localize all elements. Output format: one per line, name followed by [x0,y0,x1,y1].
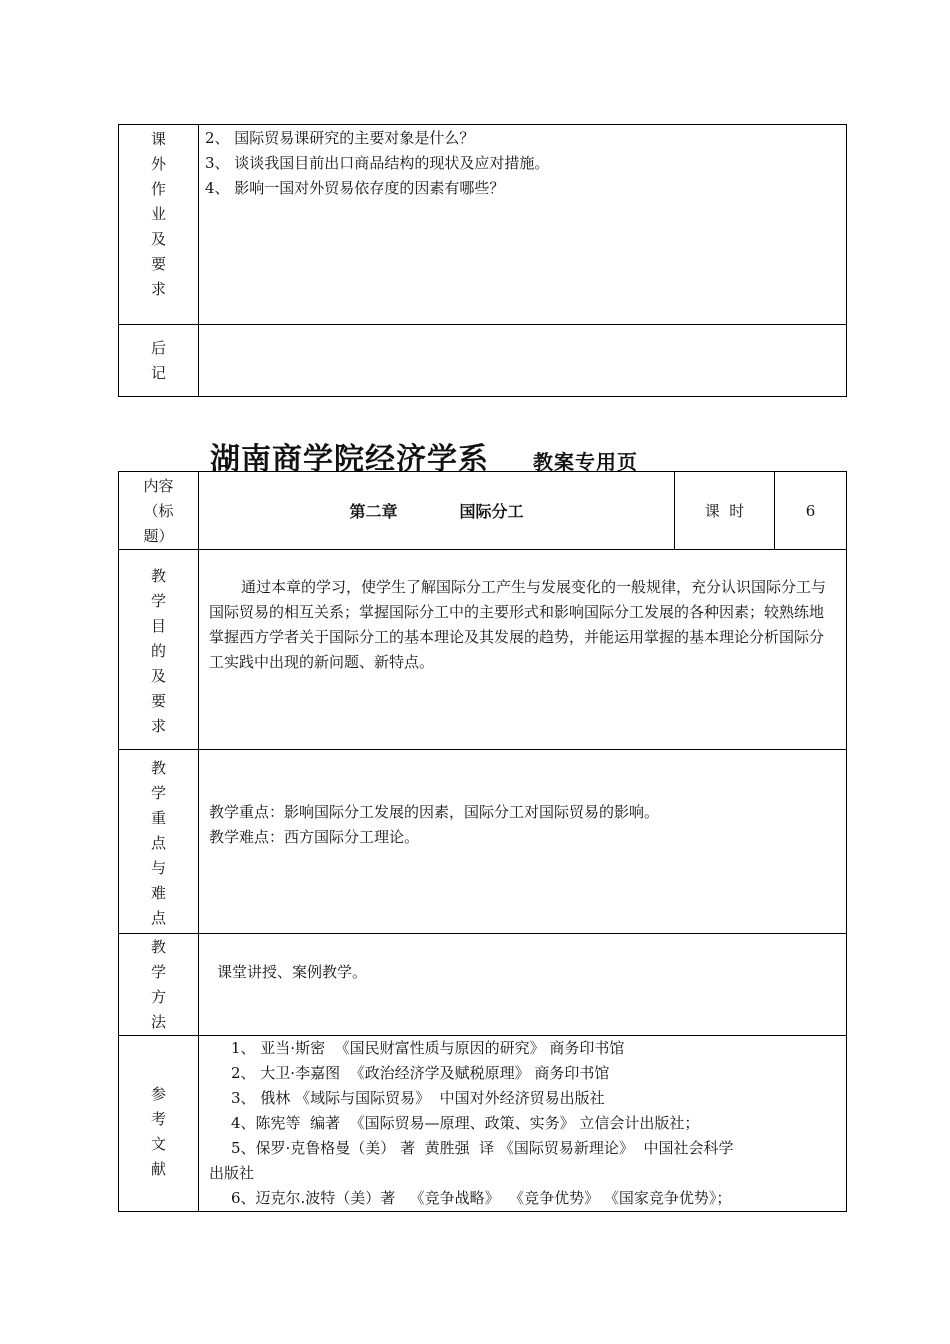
homework-line: 4、 影响一国对外贸易依存度的因素有哪些？ [205,179,505,197]
label-char: 目 [150,617,166,635]
methods-content [199,934,847,1036]
objectives-label [119,550,199,750]
label-char: 学 [150,963,166,981]
reference-item: 1、 亚当·斯密 《国民财富性质与原因的研究》 商务印书馆 [231,1039,625,1057]
label-char: 教 [150,567,166,585]
label-line: 内容 [143,477,174,495]
label-char: 记 [150,364,166,382]
reference-item: 3、 俄林 《域际与国际贸易》 中国对外经济贸易出版社 [231,1089,605,1107]
label-char: 要 [150,692,166,710]
homework-label [119,125,199,325]
label-char: 难 [150,884,166,902]
hours-label: 课 时 [675,472,775,550]
chapter-topic: 国际分工 [459,502,524,521]
label-char: 求 [150,280,166,298]
homework-table [118,124,847,397]
content-label [119,472,199,550]
reference-item: 出版社 [209,1164,255,1182]
label-char: 课 [150,130,166,148]
label-char: 考 [150,1110,166,1128]
label-char: 与 [150,859,166,877]
label-char: 后 [150,339,166,357]
label-char: 要 [150,255,166,273]
references-content [199,1036,847,1212]
label-char: 文 [150,1135,166,1153]
objectives-text: 通过本章的学习，使学生了解国际分工产生与发展变化的一般规律，充分认识国际分工与国际贸易的相互关系；掌握国际分工中的主要形式和影响国际分工发展的各种因素；较熟练地掌握西方学者关于国际分工的基本理论及其发展的趋势，并能运用掌握的基本理论分析国际分工实践中出现的新问题、新特点。 [209,578,827,671]
methods-text: 课堂讲授、案例教学。 [217,963,368,981]
label-char: 教 [150,759,166,777]
reference-item: 2、 大卫·李嘉图 《政治经济学及赋税原理》 商务印书馆 [231,1064,610,1082]
label-char: 外 [150,155,166,173]
key-point-line: 教学重点：影响国际分工发展的因素，国际分工对国际贸易的影响。 [209,803,660,821]
reference-item: 6、迈克尔.波特（美）著 《竞争战略》 《竞争优势》 《国家竞争优势》； [231,1189,732,1207]
homework-line: 3、 谈谈我国目前出口商品结构的现状及应对措施。 [205,154,550,172]
label-char: 求 [150,717,166,735]
chapter-number: 第二章 [349,502,398,521]
objectives-content [199,550,847,750]
label-char: 作 [150,180,166,198]
reference-item: 5、保罗·克鲁格曼（美） 著 黄胜强 译 《国际贸易新理论》 中国社会科学 [231,1139,734,1157]
postscript-content [199,325,847,397]
postscript-label [119,325,199,397]
label-char: 法 [150,1013,166,1031]
page-subtitle: 教案专用页 [533,450,638,474]
lesson-plan-table [118,471,847,1212]
key-points-content [199,750,847,934]
references-label [119,1036,199,1212]
label-char: 教 [150,938,166,956]
label-char: 重 [150,809,166,827]
key-point-line: 教学难点：西方国际分工理论。 [209,828,420,846]
label-char: 点 [150,909,166,927]
label-char: 点 [150,834,166,852]
department-title: 湖南商学院经济学系 [210,442,489,477]
homework-line: 2、 国际贸易课研究的主要对象是什么？ [205,129,475,147]
hours-value: 6 [775,472,847,550]
label-char: 学 [150,784,166,802]
label-char: 方 [150,988,166,1006]
label-char: 及 [150,230,166,248]
label-line: （标 [143,502,174,520]
label-char: 及 [150,667,166,685]
key-points-label [119,750,199,934]
methods-label [119,934,199,1036]
label-char: 参 [150,1085,166,1103]
homework-content [199,125,847,325]
label-line: 题） [143,527,174,545]
label-char: 学 [150,592,166,610]
reference-item: 4、陈宪等 编著 《国际贸易—原理、政策、实务》 立信会计出版社； [231,1114,700,1132]
label-char: 的 [150,642,166,660]
label-char: 献 [150,1160,166,1178]
label-char: 业 [150,205,166,223]
chapter-title [199,472,675,550]
